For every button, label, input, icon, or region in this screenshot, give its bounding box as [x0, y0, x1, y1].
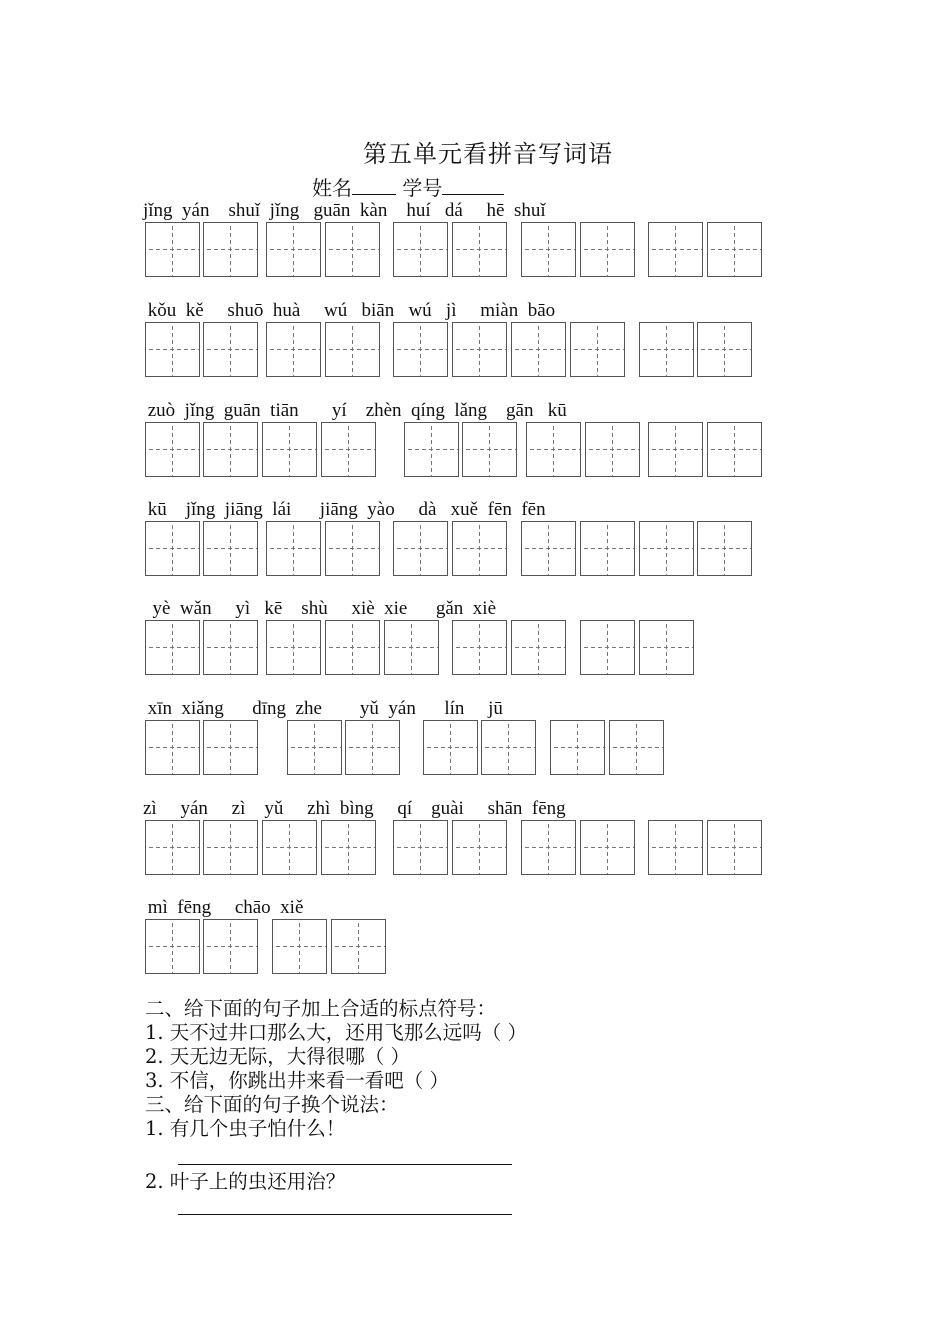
writing-cell[interactable]	[423, 720, 478, 775]
id-label: 学号	[402, 176, 443, 200]
writing-cell[interactable]	[585, 422, 640, 477]
writing-cell[interactable]	[697, 322, 752, 377]
writing-cell[interactable]	[262, 422, 317, 477]
writing-cell[interactable]	[145, 222, 200, 277]
writing-cell[interactable]	[321, 820, 376, 875]
writing-cell[interactable]	[203, 919, 258, 974]
writing-cell[interactable]	[580, 820, 635, 875]
writing-cell[interactable]	[384, 620, 439, 675]
rewrite-item-2	[145, 1170, 345, 1194]
writing-cell[interactable]	[404, 422, 459, 477]
exercise-item: 1. 天不过井口那么大，还用飞那么远吗（ ）	[145, 1021, 528, 1044]
writing-cell[interactable]	[262, 820, 317, 875]
writing-cell[interactable]	[521, 820, 576, 875]
writing-cell[interactable]	[511, 620, 566, 675]
writing-cell[interactable]	[639, 322, 694, 377]
pinyin-text: kǒu kě shuō huà wú biān wú jì miàn bāo	[143, 300, 556, 321]
writing-cell[interactable]	[266, 620, 321, 675]
pinyin-text: zì yán zì yǔ zhì bìng qí guài shān fēng	[143, 798, 566, 819]
punctuation-section	[145, 997, 527, 1141]
writing-cell[interactable]	[511, 322, 566, 377]
pinyin-text: xīn xiǎng dīng zhe yǔ yán lín jū	[143, 698, 503, 719]
writing-cell[interactable]	[203, 322, 258, 377]
pinyin-text: kū jǐng jiāng lái jiāng yào dà xuě fēn fēn	[143, 499, 546, 520]
name-id-row	[312, 172, 504, 201]
writing-cell[interactable]	[452, 820, 507, 875]
pinyin-row	[0, 698, 950, 788]
page-title: 第五单元看拼音写词语	[363, 140, 613, 168]
writing-cell[interactable]	[272, 919, 327, 974]
writing-cell[interactable]	[462, 422, 517, 477]
writing-cell[interactable]	[203, 720, 258, 775]
writing-cell[interactable]	[325, 222, 380, 277]
writing-cell[interactable]	[145, 720, 200, 775]
pinyin-text: jǐng yán shuǐ jǐng guān kàn huí dá hē shuǐ	[143, 200, 546, 221]
writing-cell[interactable]	[266, 222, 321, 277]
writing-cell[interactable]	[452, 521, 507, 576]
pinyin-row	[0, 598, 950, 688]
writing-cell[interactable]	[580, 222, 635, 277]
pinyin-row	[0, 897, 950, 987]
writing-cell[interactable]	[697, 521, 752, 576]
writing-cell[interactable]	[521, 222, 576, 277]
writing-cell[interactable]	[550, 720, 605, 775]
writing-cell[interactable]	[266, 322, 321, 377]
writing-cell[interactable]	[609, 720, 664, 775]
writing-cell[interactable]	[580, 620, 635, 675]
writing-cell[interactable]	[707, 222, 762, 277]
writing-cell[interactable]	[481, 720, 536, 775]
writing-cell[interactable]	[648, 422, 703, 477]
writing-cell[interactable]	[648, 222, 703, 277]
writing-cell[interactable]	[393, 820, 448, 875]
section-heading: 三、给下面的句子换个说法：	[145, 1093, 399, 1116]
writing-cell[interactable]	[145, 322, 200, 377]
writing-cell[interactable]	[203, 521, 258, 576]
writing-cell[interactable]	[145, 620, 200, 675]
writing-cell[interactable]	[580, 521, 635, 576]
writing-cell[interactable]	[145, 820, 200, 875]
writing-cell[interactable]	[145, 422, 200, 477]
exercise-item: 2. 叶子上的虫还用治？	[145, 1170, 346, 1193]
writing-cell[interactable]	[325, 322, 380, 377]
pinyin-row	[0, 300, 950, 390]
writing-cell[interactable]	[321, 422, 376, 477]
writing-cell[interactable]	[325, 521, 380, 576]
writing-cell[interactable]	[639, 521, 694, 576]
pinyin-row	[0, 200, 950, 290]
writing-cell[interactable]	[203, 422, 258, 477]
pinyin-text: mì fēng chāo xiě	[143, 897, 304, 918]
writing-cell[interactable]	[570, 322, 625, 377]
writing-cell[interactable]	[203, 620, 258, 675]
name-blank[interactable]	[352, 176, 396, 195]
writing-cell[interactable]	[639, 620, 694, 675]
writing-cell[interactable]	[145, 521, 200, 576]
exercise-item: 1. 有几个虫子怕什么！	[145, 1117, 346, 1140]
writing-cell[interactable]	[393, 222, 448, 277]
writing-cell[interactable]	[648, 820, 703, 875]
pinyin-row	[0, 400, 950, 490]
answer-line[interactable]	[178, 1213, 512, 1215]
writing-cell[interactable]	[707, 820, 762, 875]
writing-cell[interactable]	[203, 222, 258, 277]
writing-cell[interactable]	[452, 620, 507, 675]
pinyin-row	[0, 499, 950, 589]
writing-cell[interactable]	[393, 322, 448, 377]
writing-cell[interactable]	[266, 521, 321, 576]
writing-cell[interactable]	[145, 919, 200, 974]
id-blank[interactable]	[442, 176, 504, 195]
writing-cell[interactable]	[393, 521, 448, 576]
writing-cell[interactable]	[707, 422, 762, 477]
writing-cell[interactable]	[526, 422, 581, 477]
name-label: 姓名	[312, 176, 352, 200]
exercise-item: 2. 天无边无际，大得很哪（ ）	[145, 1045, 411, 1068]
writing-cell[interactable]	[203, 820, 258, 875]
writing-cell[interactable]	[331, 919, 386, 974]
answer-line[interactable]	[178, 1163, 512, 1165]
writing-cell[interactable]	[452, 322, 507, 377]
writing-cell[interactable]	[452, 222, 507, 277]
section-heading: 二、给下面的句子加上合适的标点符号：	[145, 997, 497, 1020]
writing-cell[interactable]	[521, 521, 576, 576]
writing-cell[interactable]	[325, 620, 380, 675]
pinyin-row	[0, 798, 950, 888]
pinyin-text: yè wǎn yì kē shù xiè xie gǎn xiè	[143, 598, 497, 619]
exercise-item: 3. 不信，你跳出井来看一看吧（ ）	[145, 1069, 450, 1092]
writing-cell[interactable]	[345, 720, 400, 775]
writing-cell[interactable]	[287, 720, 342, 775]
pinyin-text: zuò jǐng guān tiān yí zhèn qíng lǎng gān kū	[143, 400, 567, 421]
